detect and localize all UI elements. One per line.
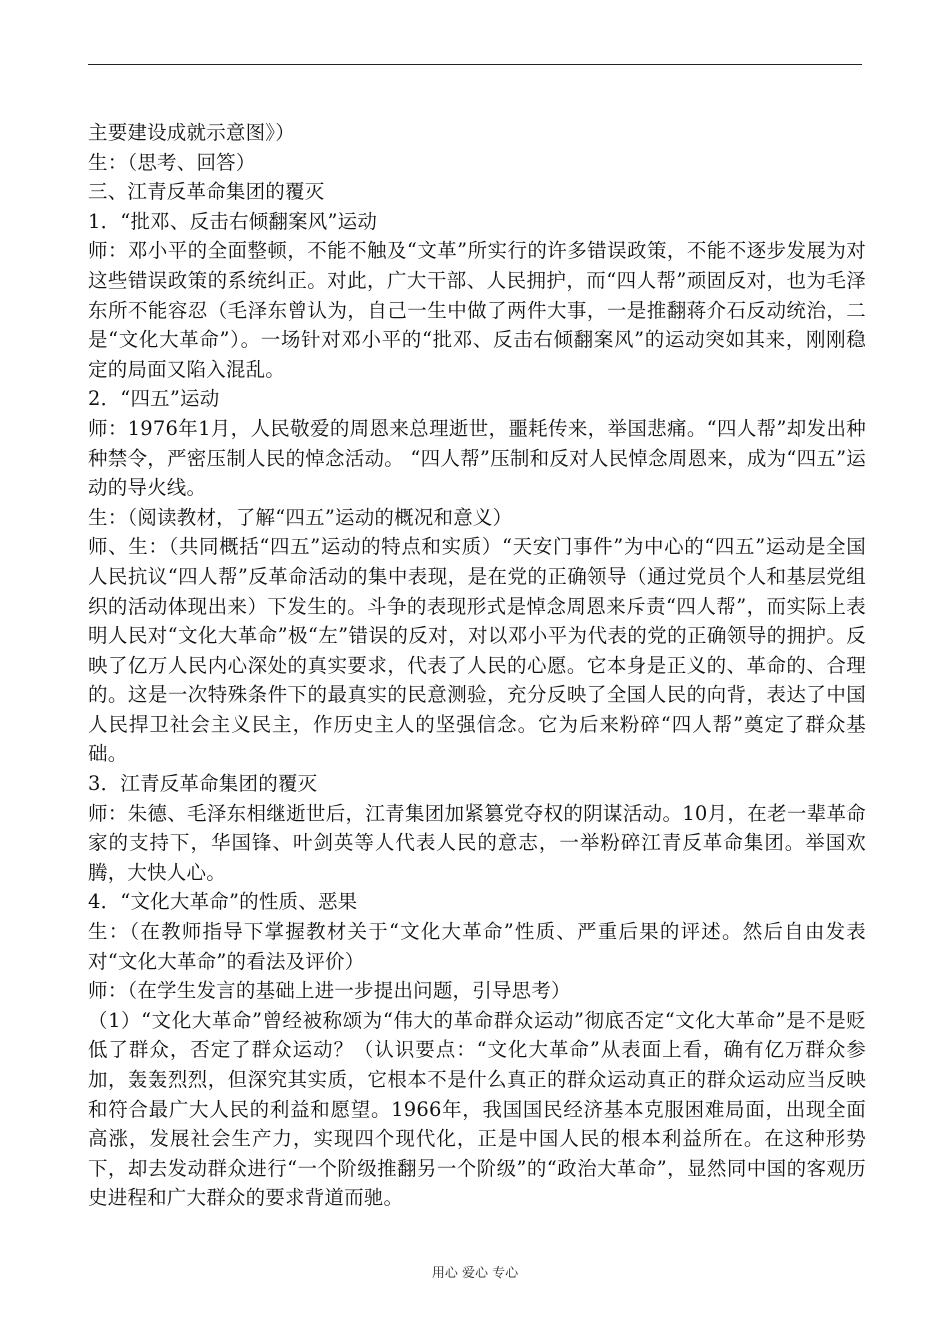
paragraph-student-read: 生：（阅读教材，了解“四五”运动的概况和意义） xyxy=(88,505,513,529)
paragraph-teacher-4: 师：（在学生发言的基础上进一步提出问题，引导思考） xyxy=(88,979,571,1003)
subheading-2: 2．“四五”运动 xyxy=(88,387,220,411)
paragraph-student-think: 生：（思考、回答） xyxy=(88,150,256,174)
header-rule xyxy=(88,64,862,65)
paragraph-teacher-student: 师、生：（共同概括“四五”运动的特点和实质）“天安门事件”为中心的“四五”运动是全国人民抗议“四人帮”反革命活动的集中表现，是在党的正确领导（通过党员个人和基层党组织的活动体现出来）下发生的。斗争的表现形式是悼念周恩来斥责“四人帮”，而实际上表明人民对“文化大革命”极“左”错误的反对，对以邓小平为代表的党的正确领导的拥护。反映了亿万人民内心深处的真实要求，代表了人民的心愿。它本身是正义的、革命的、合理的。这是一次特殊条件下的最真实的民意测验，充分反映了全国人民的向背，表达了中国人民捍卫社会主义民主，作历史主人的坚强信念。它为后来粉碎“四人帮”奠定了群众基础。 xyxy=(88,535,866,766)
subheading-4: 4．“文化大革命”的性质、恶果 xyxy=(88,890,358,914)
paragraph-continuation: 主要建设成就示意图》） xyxy=(88,121,295,144)
paragraph-student-discuss: 生：（在教师指导下掌握教材关于“文化大革命”性质、严重后果的评述。然后自由发表对“文化大革命”的看法及评价） xyxy=(88,920,866,973)
paragraph-teacher-2: 师：1976年1月，人民敬爱的周恩来总理逝世，噩耗传来，举国悲痛。“四人帮”却发出种种禁令，严密压制人民的悼念活动。 “四人帮”压制和反对人民悼念周恩来，成为“四五”运动的导火线。 xyxy=(88,416,866,500)
paragraph-teacher-3: 师：朱德、毛泽东相继逝世后，江青集团加紧篡党夺权的阴谋活动。10月，在老一辈革命家的支持下，华国锋、叶剑英等人代表人民的意志，一举粉碎江青反革命集团。举国欢腾，大快人心。 xyxy=(88,801,866,884)
subheading-1: 1．“批邓、反击右倾翻案风”运动 xyxy=(88,209,378,233)
page-footer: 用心 爱心 专心 xyxy=(431,1266,519,1281)
document-body xyxy=(88,118,866,1213)
paragraph-teacher-1: 师：邓小平的全面整顿，不能不触及“文革”所实行的许多错误政策，不能不逐步发展为对这些错误政策的系统纠正。对此，广大干部、人民拥护，而“四人帮”顽固反对，也为毛泽东所不能容忍（毛泽东曾认为，自己一生中做了两件大事，一是推翻蒋介石反动统治，二是“文化大革命”）。一场针对邓小平的“批邓、反击右倾翻案风”的运动突如其来，刚刚稳定的局面又陷入混乱。 xyxy=(88,239,866,381)
subheading-3: 3．江青反革命集团的覆灭 xyxy=(88,772,318,796)
paragraph-question-1: （1）“文化大革命”曾经被称颂为“伟大的革命群众运动”彻底否定“文化大革命”是不是贬低了群众，否定了群众运动？（认识要点：“文化大革命”从表面上看，确有亿万群众参加，轰轰烈烈，但深究其实质，它根本不是什么真正的群众运动真正的群众运动应当反映和符合最广大人民的利益和愿望。1966年，我国国民经济基本克服困难局面，出现全面高涨，发展社会生产力，实现四个现代化，正是中国人民的根本利益所在。在这种形势下，却去发动群众进行“一个阶级推翻另一个阶级”的“政治大革命”，显然同中国的客观历史进程和广大群众的要求背道而驰。 xyxy=(88,1008,866,1210)
section-heading-3: 三、江青反革命集团的覆灭 xyxy=(88,180,325,204)
